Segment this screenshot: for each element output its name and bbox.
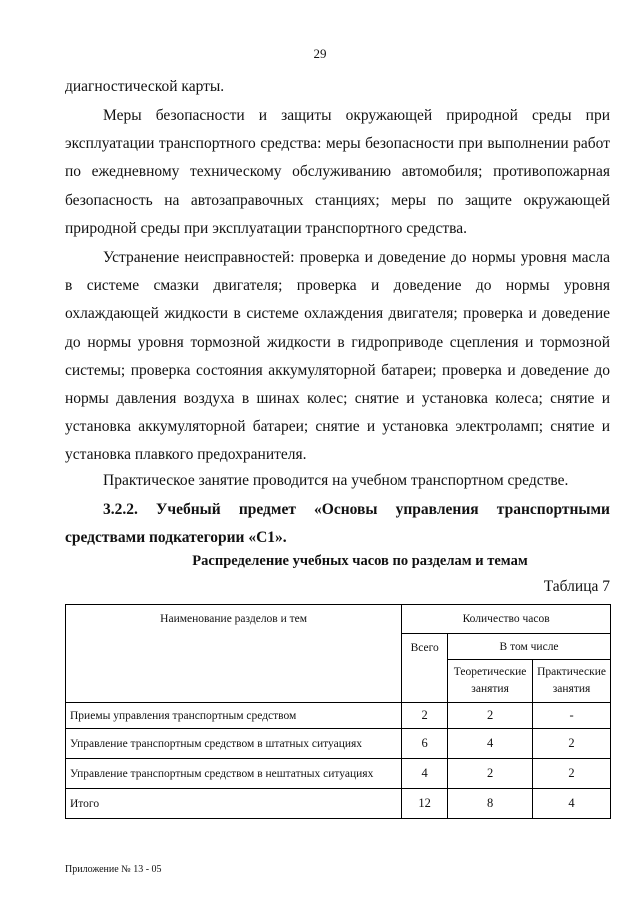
paragraph-practical-lesson: Практическое занятие проводится на учебном транспортном средстве.	[103, 472, 569, 489]
row-name: Управление транспортным средством в штатных ситуациях	[66, 729, 402, 759]
header-practice: Практические занятия	[533, 660, 611, 703]
row-total: 12	[402, 789, 448, 819]
row-practice: -	[533, 703, 611, 729]
row-total: 6	[402, 729, 448, 759]
table-header-row	[66, 605, 611, 634]
row-total: 2	[402, 703, 448, 729]
table-row	[66, 729, 611, 759]
table-row	[66, 703, 611, 729]
header-total: Всего	[402, 634, 448, 703]
row-name: Управление транспортным средством в нештатных ситуациях	[66, 759, 402, 789]
header-theory: Теоретические занятия	[448, 660, 533, 703]
header-name-column: Наименование разделов и тем	[66, 605, 402, 703]
paragraph-troubleshooting: Устранение неисправностей: проверка и доведение до нормы уровня масла в системе смазки двигателя; проверка и доведение до нормы уровня охлаждающей жидкости в системе охлаждения двигателя; проверка и доведение до нормы уровня тормозной жидкости в гидроприводе сцепления и тормозной системы; проверка состояния аккумуляторной батареи; проверка и доведение до нормы давления воздуха в шинах колес; снятие и установка колеса; снятие и установка аккумуляторной батареи; снятие и установка электроламп; снятие и установка плавкого предохранителя.	[65, 249, 610, 464]
row-name: Итого	[66, 789, 402, 819]
table-row-total	[66, 789, 611, 819]
row-name: Приемы управления транспортным средством	[66, 703, 402, 729]
paragraph-continuation: диагностической карты.	[65, 78, 225, 95]
paragraph-safety-measures: Меры безопасности и защиты окружающей природной среды при эксплуатации транспортного средства: меры безопасности при выполнении работ по ежедневному техническому обслуживанию автомобиля; противопожарная безопасность на автозаправочных станциях; меры по защите окружающей природной среды при эксплуатации транспортного средства.	[65, 107, 610, 237]
row-theory: 2	[448, 703, 533, 729]
row-practice: 2	[533, 729, 611, 759]
hours-table	[65, 604, 611, 819]
row-practice: 2	[533, 759, 611, 789]
row-practice: 4	[533, 789, 611, 819]
row-theory: 4	[448, 729, 533, 759]
table-title: Распределение учебных часов по разделам и темам	[192, 553, 528, 569]
page-footer: Приложение № 13 - 05	[65, 864, 162, 875]
section-heading: 3.2.2. Учебный предмет «Основы управления транспортными средствами подкатегории «С1».	[65, 501, 610, 547]
page-number: 29	[313, 46, 327, 61]
table-row	[66, 759, 611, 789]
header-hours: Количество часов	[402, 605, 611, 634]
row-total: 4	[402, 759, 448, 789]
row-theory: 8	[448, 789, 533, 819]
header-including: В том числе	[448, 634, 611, 660]
table-label: Таблица 7	[543, 578, 610, 595]
row-theory: 2	[448, 759, 533, 789]
